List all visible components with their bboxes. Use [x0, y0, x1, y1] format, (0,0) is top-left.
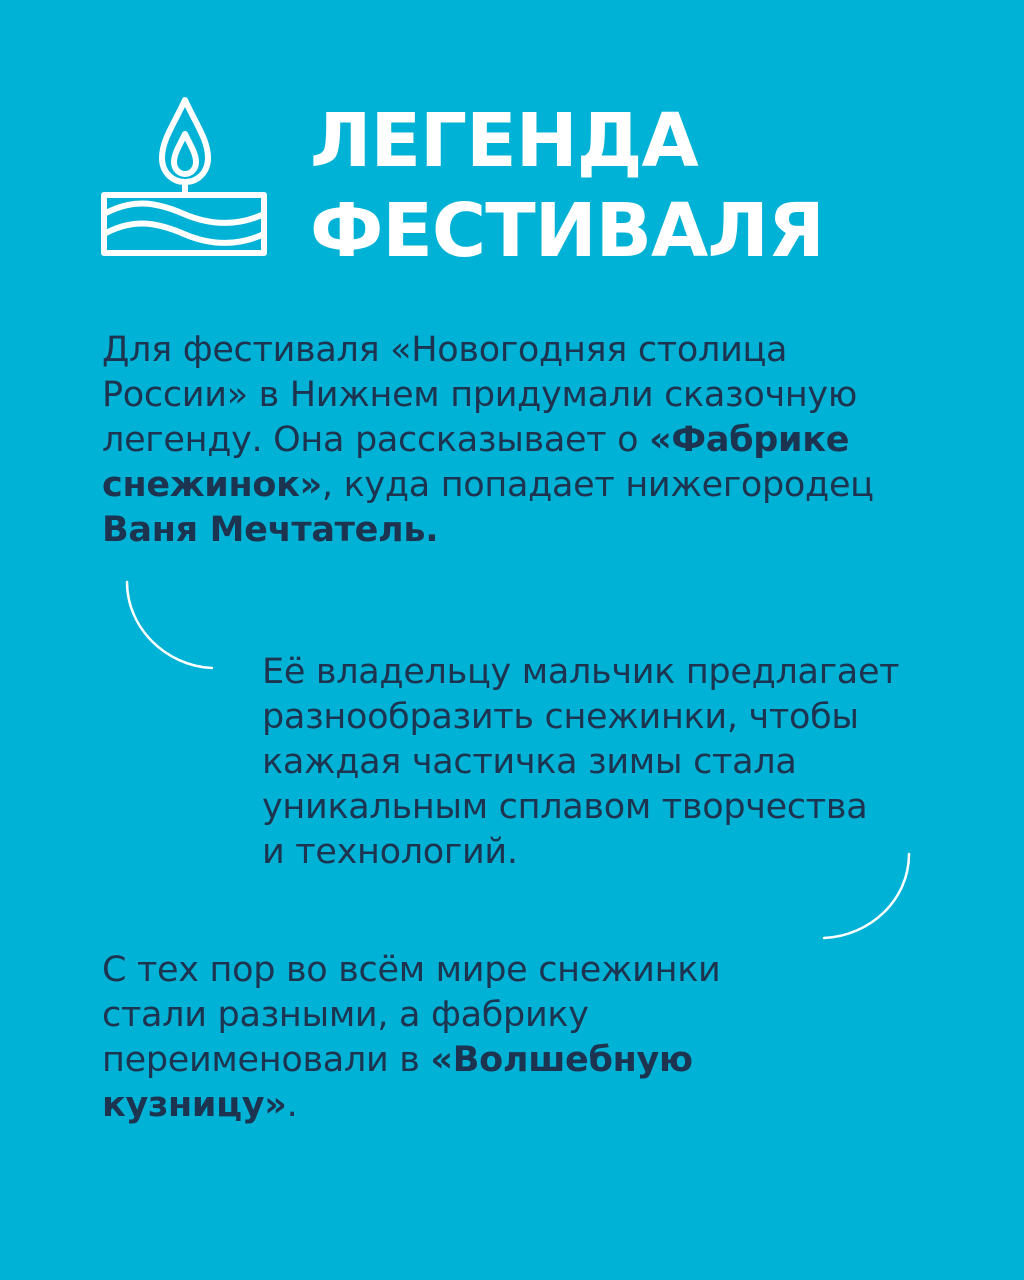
ending-line-4	[102, 1083, 721, 1128]
hero-name: Ваня Мечтатель.	[102, 510, 439, 550]
ending-line-2: стали разными, а фабрику	[102, 995, 589, 1035]
decorative-arc-top	[118, 580, 218, 675]
intro-line-5	[102, 508, 874, 553]
middle-line-5: и технологий.	[262, 832, 518, 872]
page-title	[310, 96, 824, 276]
ending-line-3-text: переименовали в	[102, 1040, 431, 1080]
title-line-1: ЛЕГЕНДА	[310, 98, 698, 184]
factory-name-start: «Фабрике	[649, 420, 850, 460]
intro-line-3	[102, 418, 874, 463]
ending-period: .	[286, 1085, 298, 1125]
intro-paragraph	[102, 328, 874, 553]
middle-line-2: разнообразить снежинки, чтобы	[262, 697, 859, 737]
middle-line-3: каждая частичка зимы стала	[262, 742, 797, 782]
factory-name-end: снежинок»	[102, 465, 322, 505]
title-line-2: ФЕСТИВАЛЯ	[310, 188, 824, 274]
ending-paragraph	[102, 948, 721, 1128]
middle-paragraph	[262, 650, 899, 875]
forge-name-end: кузницу»	[102, 1085, 287, 1125]
intro-line-4	[102, 463, 874, 508]
intro-line-3-text: легенду. Она рассказывает о	[102, 420, 650, 460]
intro-line-4-text: , куда попадает нижегородец	[321, 465, 874, 505]
ending-line-3	[102, 1038, 721, 1083]
candle-icon	[100, 92, 270, 260]
middle-line-4: уникальным сплавом творчества	[262, 787, 868, 827]
ending-line-1: С тех пор во всём мире снежинки	[102, 950, 721, 990]
decorative-arc-bottom	[818, 848, 918, 943]
intro-line-2: России» в Нижнем придумали сказочную	[102, 375, 857, 415]
intro-line-1: Для фестиваля «Новогодняя столица	[102, 330, 788, 370]
middle-line-1: Её владельцу мальчик предлагает	[262, 652, 900, 692]
forge-name-start: «Волшебную	[430, 1040, 693, 1080]
